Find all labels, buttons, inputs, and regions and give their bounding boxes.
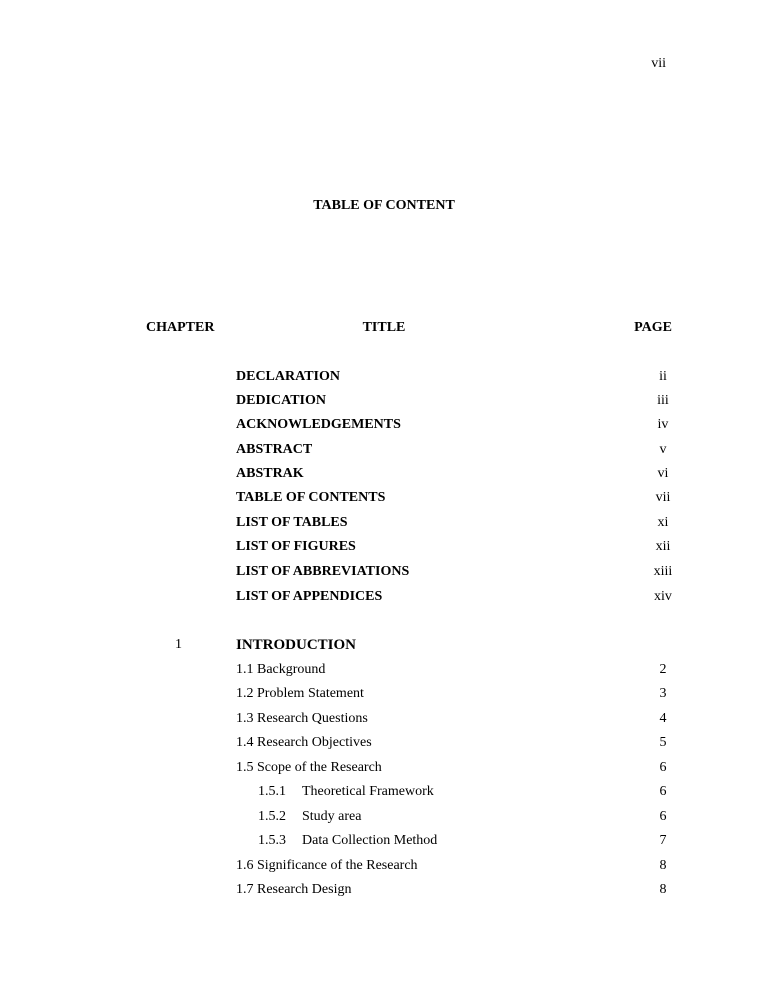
toc-entry-title: 1.4 Research Objectives [236,735,372,750]
toc-entry-page: xiii [653,564,673,579]
toc-entry-title: DECLARATION [236,369,340,384]
toc-entry-page: ii [659,369,667,384]
toc-entry-abstract [0,442,768,462]
toc-entry-title: 1.6 Significance of the Research [236,858,418,873]
toc-entry-acknowledgements [0,417,768,437]
toc-entry-abstrak [0,466,768,486]
toc-section-1-4 [0,735,768,755]
toc-section-1-2 [0,686,768,706]
toc-entry-list-of-appendices [0,589,768,609]
toc-entry-table-of-contents [0,490,768,510]
toc-entry-title: ABSTRACT [236,442,313,457]
toc-entry-title: 1.5 Scope of the Research [236,760,382,775]
toc-entry-title: LIST OF TABLES [236,515,348,530]
toc-entry-title: LIST OF APPENDICES [236,589,383,604]
toc-entry-page: xii [655,539,671,554]
page-title: TABLE OF CONTENT [313,198,455,213]
toc-entry-dedication [0,393,768,413]
toc-entry-page: 6 [659,784,667,799]
toc-subsection-1-5-1 [0,784,768,804]
toc-entry-page: xi [657,515,669,530]
toc-entry-title: ABSTRAK [236,466,304,481]
toc-entry-page: vi [657,466,669,481]
toc-entry-title: Study area [302,809,362,824]
toc-entry-page: 5 [659,735,667,750]
toc-entry-title: TABLE OF CONTENTS [236,490,386,505]
toc-entry-title: Data Collection Method [302,833,438,848]
header-title: TITLE [362,320,406,335]
toc-entry-title: 1.1 Background [236,662,326,677]
subsection-number: 1.5.3 [258,833,286,848]
toc-entry-page: 6 [659,809,667,824]
toc-subsection-1-5-2 [0,809,768,829]
chapter-number: 1 [175,637,182,652]
page-number: vii [651,56,666,71]
header-page: PAGE [634,320,672,335]
header-chapter: CHAPTER [146,320,215,335]
toc-entry-page: xiv [654,589,672,604]
subsection-number: 1.5.2 [258,809,286,824]
toc-entry-page: 8 [659,882,667,897]
toc-entry-list-of-abbreviations [0,564,768,584]
toc-entry-page: 3 [659,686,667,701]
toc-entry-list-of-figures [0,539,768,559]
toc-entry-title: Theoretical Framework [302,784,434,799]
toc-entry-list-of-tables [0,515,768,535]
toc-entry-page: 4 [659,711,667,726]
toc-entry-title: DEDICATION [236,393,326,408]
toc-entry-page: 8 [659,858,667,873]
toc-section-1-7 [0,882,768,902]
toc-chapter-1 [0,637,768,657]
toc-entry-page: iv [657,417,669,432]
toc-subsection-1-5-3 [0,833,768,853]
toc-entry-page: 6 [659,760,667,775]
subsection-number: 1.5.1 [258,784,286,799]
toc-section-1-3 [0,711,768,731]
toc-entry-declaration [0,369,768,389]
toc-section-1-6 [0,858,768,878]
toc-entry-page: 7 [659,833,667,848]
toc-entry-title: 1.7 Research Design [236,882,352,897]
chapter-title: INTRODUCTION [236,637,357,653]
toc-entry-title: ACKNOWLEDGEMENTS [236,417,401,432]
toc-entry-page: iii [657,393,669,408]
toc-entry-title: 1.3 Research Questions [236,711,368,726]
toc-entry-title: 1.2 Problem Statement [236,686,364,701]
toc-entry-page: v [659,442,667,457]
toc-entry-page: vii [655,490,671,505]
toc-section-1-5 [0,760,768,780]
toc-entry-page: 2 [659,662,667,677]
toc-section-1-1 [0,662,768,682]
toc-entry-title: LIST OF ABBREVIATIONS [236,564,410,579]
toc-entry-title: LIST OF FIGURES [236,539,356,554]
